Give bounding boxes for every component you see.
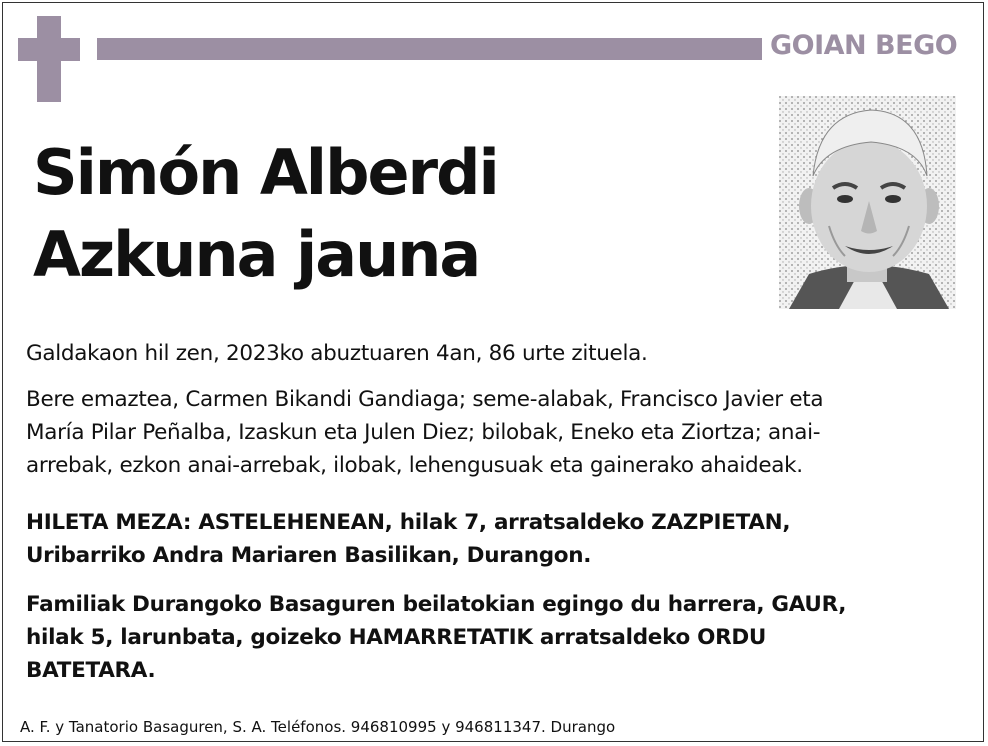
- family-line: María Pilar Peñalba, Izaskun eta Julen Diez; bilobak, Eneko eta Ziortza; anai-: [26, 420, 821, 445]
- funeral-home-footer: A. F. y Tanatorio Basaguren, S. A. Teléfonos. 946810995 y 946811347. Durango: [20, 718, 616, 736]
- name-line-2: Azkuna jauna: [33, 218, 480, 291]
- section-title: GOIAN BEGO: [770, 30, 958, 61]
- family-paragraph: [26, 383, 823, 482]
- funeral-paragraph: [26, 506, 790, 572]
- header-bar: [97, 38, 762, 60]
- death-notice-line: Galdakaon hil zen, 2023ko abuztuaren 4an, 86 urte zituela.: [26, 341, 648, 366]
- portrait-photo: [779, 96, 956, 309]
- family-line: Bere emaztea, Carmen Bikandi Gandiaga; seme-alabak, Francisco Javier eta: [26, 387, 824, 412]
- reception-line: Familiak Durangoko Basaguren beilatokian egingo du harrera, GAUR,: [26, 592, 847, 617]
- reception-line: hilak 5, larunbata, goizeko HAMARRETATIK arratsaldeko ORDU: [26, 625, 767, 650]
- family-line: arrebak, ezkon anai-arrebak, ilobak, lehengusuak eta gainerako ahaideak.: [26, 453, 803, 478]
- reception-line: BATETARA.: [26, 658, 156, 683]
- funeral-line: Uribarriko Andra Mariaren Basilikan, Durangon.: [26, 543, 592, 568]
- name-line-1: Simón Alberdi: [33, 136, 498, 209]
- funeral-line: HILETA MEZA: ASTELEHENEAN, hilak 7, arratsaldeko ZAZPIETAN,: [26, 510, 791, 535]
- reception-paragraph: [26, 588, 846, 687]
- deceased-name: [33, 132, 498, 296]
